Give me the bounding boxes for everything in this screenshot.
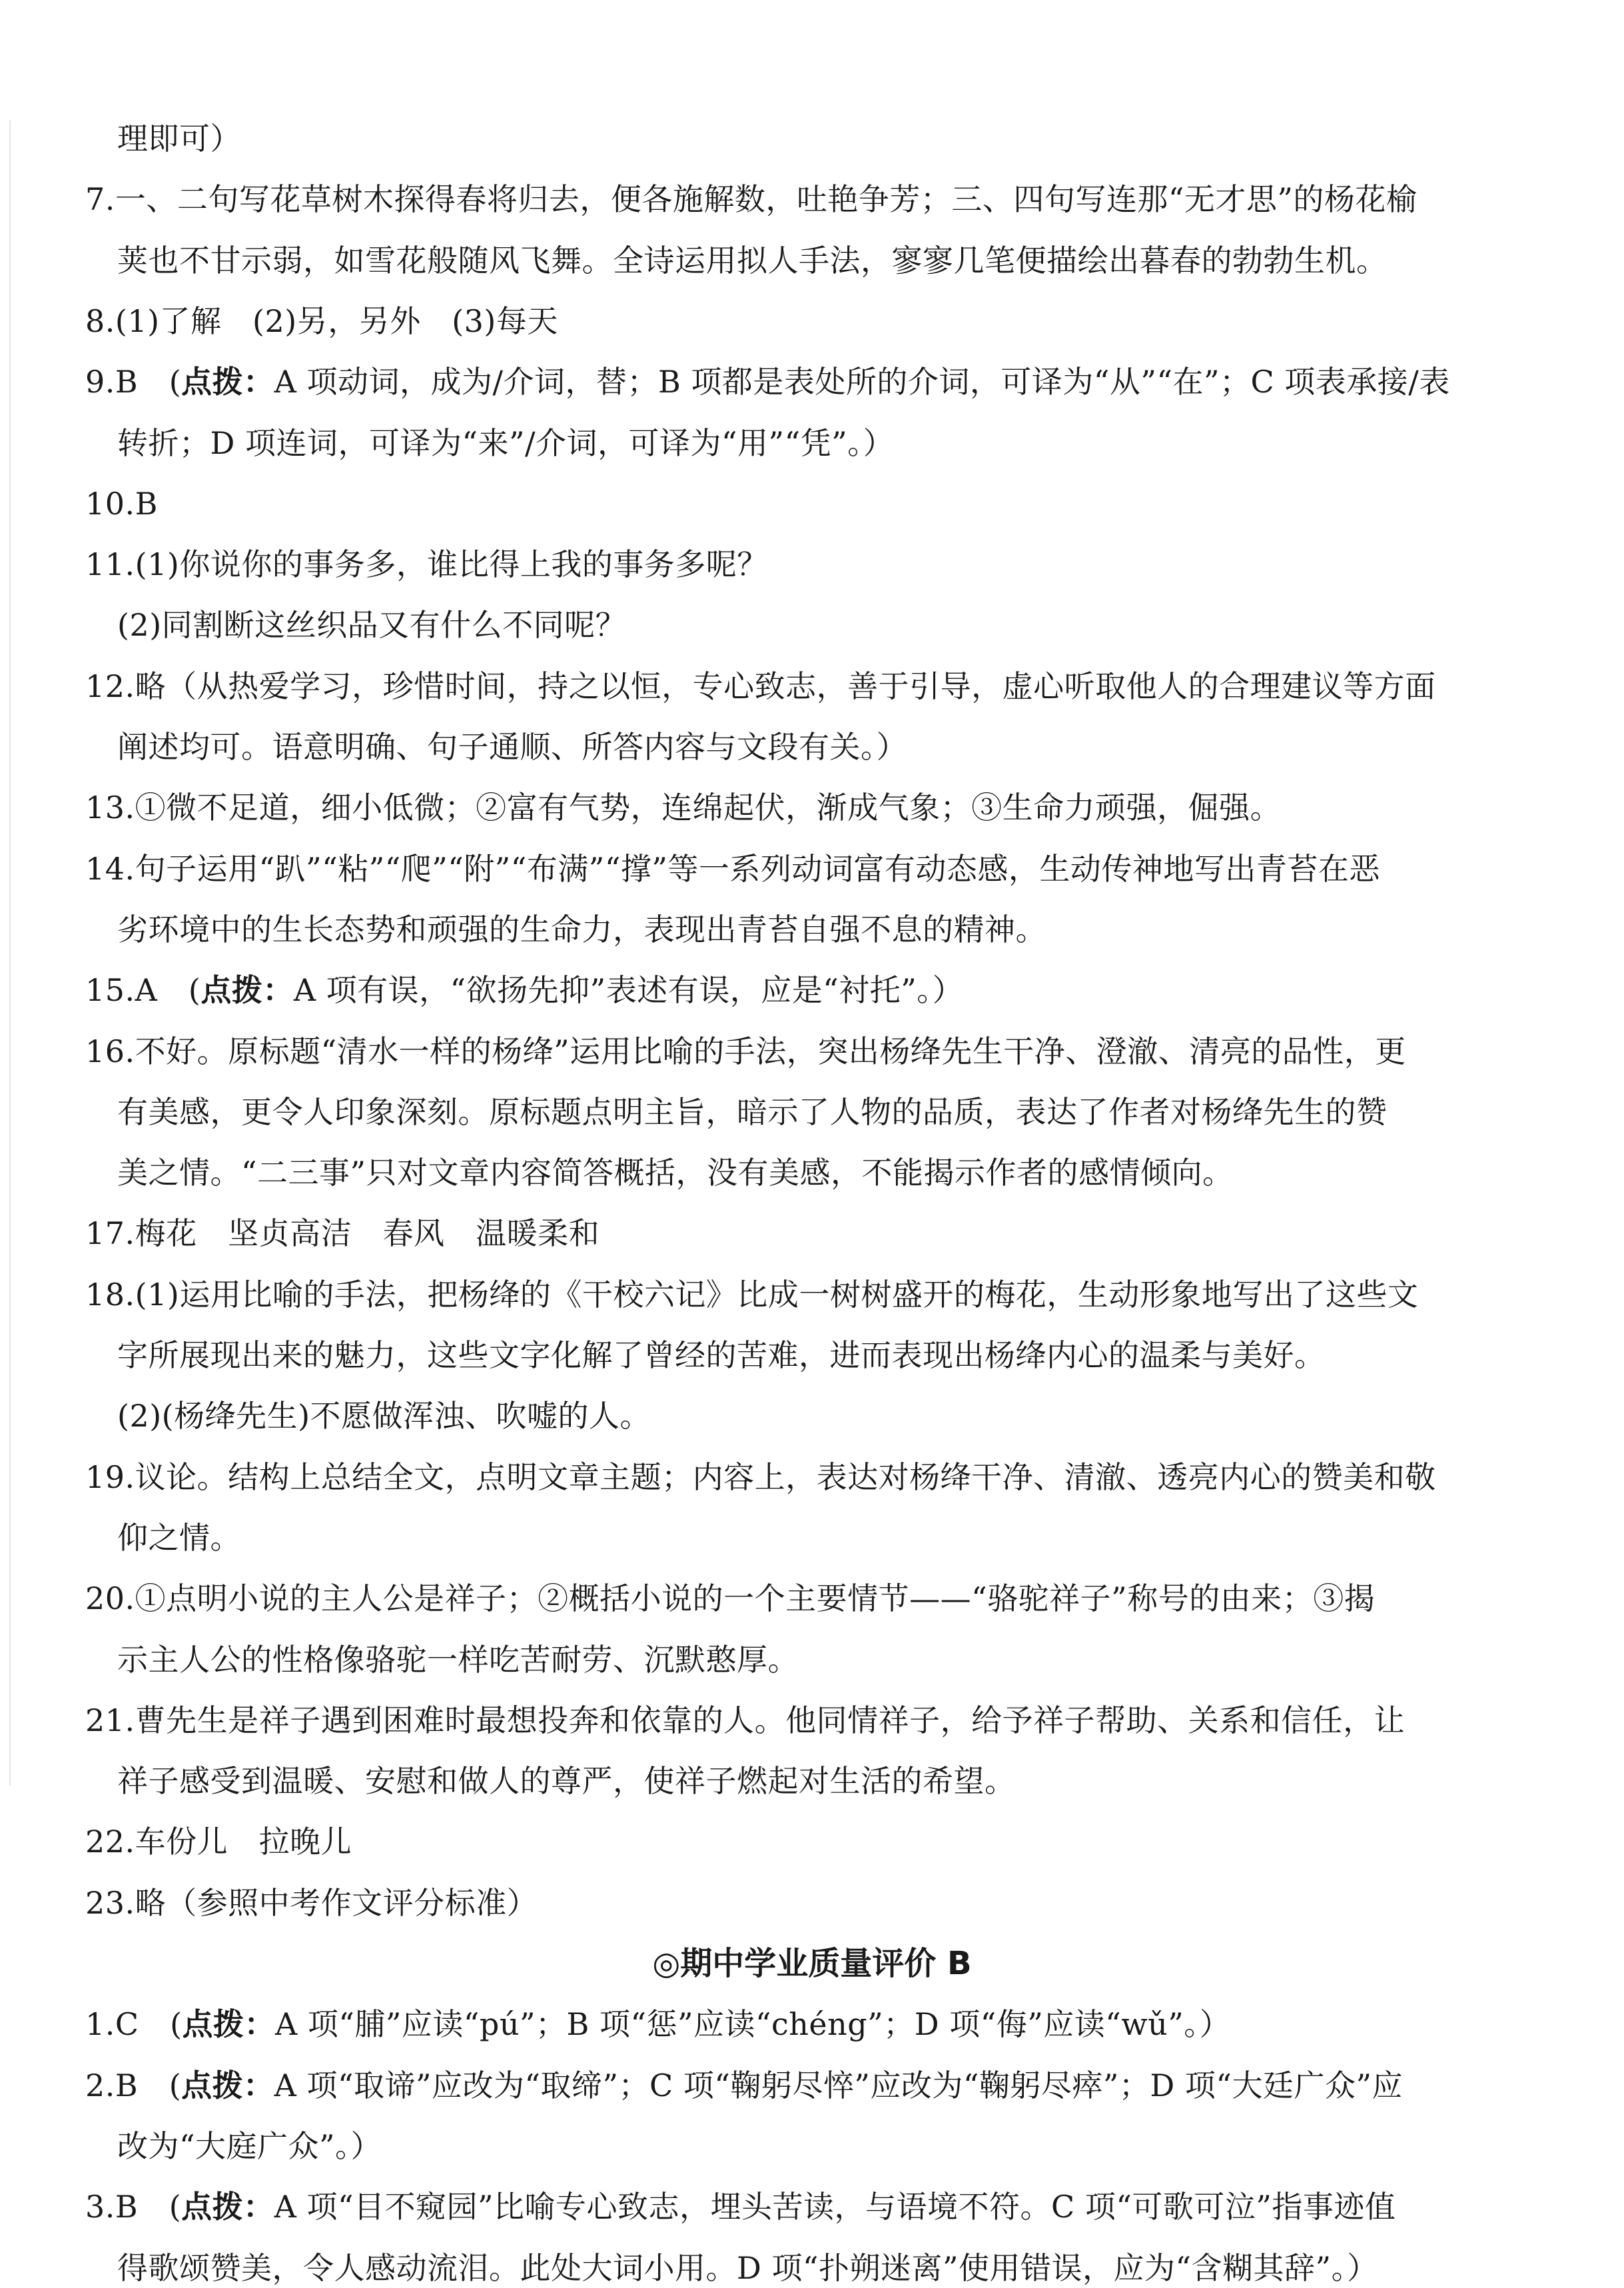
text-line: 23.略（参照中考作文评分标准） xyxy=(85,1884,538,1921)
text-line: (2)同割断这丝织品又有什么不同呢？ xyxy=(117,607,627,644)
text-line: 17.梅花 坚贞高洁 春风 温暖柔和 xyxy=(85,1215,600,1252)
text-line: 18.(1)运用比喻的手法，把杨绛的《干校六记》比成一树树盛开的梅花，生动形象地写出了这些文 xyxy=(85,1276,1419,1313)
text-line: 字所展现出来的魅力，这些文字化解了曾经的苦难，进而表现出杨绛内心的温柔与美好。 xyxy=(117,1337,1326,1373)
text-line: 19.议论。结构上总结全文，点明文章主题；内容上，表达对杨绛干净、清澈、透亮内心的赞美和敬 xyxy=(85,1458,1436,1495)
text-line: 改为“大庭广众”。） xyxy=(117,2127,382,2164)
tip-label: 点拨： xyxy=(182,2006,276,2043)
answer-prefix: 2.B ( xyxy=(85,2067,182,2103)
answer-prefix: 9.B ( xyxy=(85,364,182,400)
text-line: 阐述均可。语意明确、句子通顺、所答内容与文段有关。） xyxy=(117,729,907,765)
text-line: 12.略（从热爱学习，珍惜时间，持之以恒，专心致志，善于引导，虚心听取他人的合理建议等方面 xyxy=(85,668,1436,704)
text-line: 7.一、二句写花草树木探得春将归去，便各施解数，吐艳争芳；三、四句写连那“无才思”的杨花榆 xyxy=(85,181,1418,218)
text-line xyxy=(85,2004,1230,2044)
text-line: 22.车份儿 拉晚儿 xyxy=(85,1824,352,1860)
section-heading: ◎期中学业质量评价 B xyxy=(652,1945,972,1982)
text-line: 20.①点明小说的主人公是祥子；②概括小说的一个主要情节——“骆驼祥子”称号的由来；③揭 xyxy=(85,1580,1376,1617)
tip-body: A 项动词，成为/介词，替；B 项都是表处所的介词，可译为“从”“在”；C 项表承接/表 xyxy=(274,364,1450,400)
text-line: 21.曹先生是祥子遇到困难时最想投奔和依靠的人。他同情祥子，给予祥子帮助、关系和信任，让 xyxy=(85,1702,1406,1738)
text-line: 有美感，更令人印象深刻。原标题点明主旨，暗示了人物的品质，表达了作者对杨绛先生的赞 xyxy=(117,1093,1388,1130)
text-line: 示主人公的性格像骆驼一样吃苦耐劳、沉默憨厚。 xyxy=(117,1641,799,1678)
tip-label: 点拨： xyxy=(181,2067,274,2103)
tip-body: A 项“取谛”应改为“取缔”；C 项“鞠躬尽悴”应改为“鞠躬尽瘁”；D 项“大廷广众”应 xyxy=(274,2067,1403,2103)
tip-body: A 项“目不窥园”比喻专心致志，埋头苦读，与语境不符。C 项“可歌可泣”指事迹值 xyxy=(274,2189,1396,2225)
text-line: 美之情。“二三事”只对文章内容简答概括，没有美感，不能揭示作者的感情倾向。 xyxy=(117,1155,1234,1191)
text-line: 14.句子运用“趴”“粘”“爬”“附”“布满”“撑”等一系列动词富有动态感，生动传神地写出青苔在恶 xyxy=(85,850,1380,887)
text-line: 8.(1)了解 (2)另，另外 (3)每天 xyxy=(85,302,558,339)
text-line: 13.①微不足道，细小低微；②富有气势，连绵起伏，渐成气象；③生命力顽强，倔强。 xyxy=(85,790,1282,826)
text-line: 理即可） xyxy=(117,121,241,157)
text-line: 11.(1)你说你的事务多，谁比得上我的事务多呢？ xyxy=(85,546,768,583)
tip-body: A 项有误，“欲扬先抑”表述有误，应是“衬托”。） xyxy=(293,972,964,1009)
tip-label: 点拨： xyxy=(181,364,274,400)
answer-prefix: 1.C ( xyxy=(85,2006,183,2043)
text-line: 10.B xyxy=(85,485,158,522)
text-line: (2)(杨绛先生)不愿做浑浊、吹嘘的人。 xyxy=(117,1398,651,1434)
tip-body: A 项“脯”应读“pú”；B 项“惩”应读“chéng”；D 项“侮”应读“wǔ”。） xyxy=(275,2006,1231,2043)
text-line xyxy=(85,970,963,1010)
tip-label: 点拨： xyxy=(181,2189,274,2225)
text-line: 得歌颂赞美，令人感动流泪。此处大词小用。D 项“扑朔迷离”使用错误，应为“含糊其辞”。） xyxy=(117,2249,1378,2286)
text-line: 劣环境中的生长态势和顽强的生命力，表现出青苔自强不息的精神。 xyxy=(117,911,1046,947)
answer-prefix: 3.B ( xyxy=(85,2189,182,2225)
text-line: 16.不好。原标题“清水一样的杨绛”运用比喻的手法，突出杨绛先生干净、澄澈、清亮的品性，更 xyxy=(85,1033,1406,1069)
text-line xyxy=(85,2065,1403,2105)
text-line: 祥子感受到温暖、安慰和做人的尊严，使祥子燃起对生活的希望。 xyxy=(117,1763,1016,1800)
tip-label: 点拨： xyxy=(201,972,294,1009)
answer-prefix: 15.A ( xyxy=(85,972,201,1009)
text-line: 转折；D 项连词，可译为“来”/介词，可译为“用”“凭”。） xyxy=(117,424,895,461)
page-edge-shadow xyxy=(9,120,11,1786)
text-line xyxy=(85,2187,1396,2227)
text-line: 荚也不甘示弱，如雪花般随风飞舞。全诗运用拟人手法，寥寥几笔便描绘出暮春的勃勃生机。 xyxy=(117,242,1388,279)
text-line: 仰之情。 xyxy=(117,1519,241,1556)
text-line xyxy=(85,362,1450,402)
